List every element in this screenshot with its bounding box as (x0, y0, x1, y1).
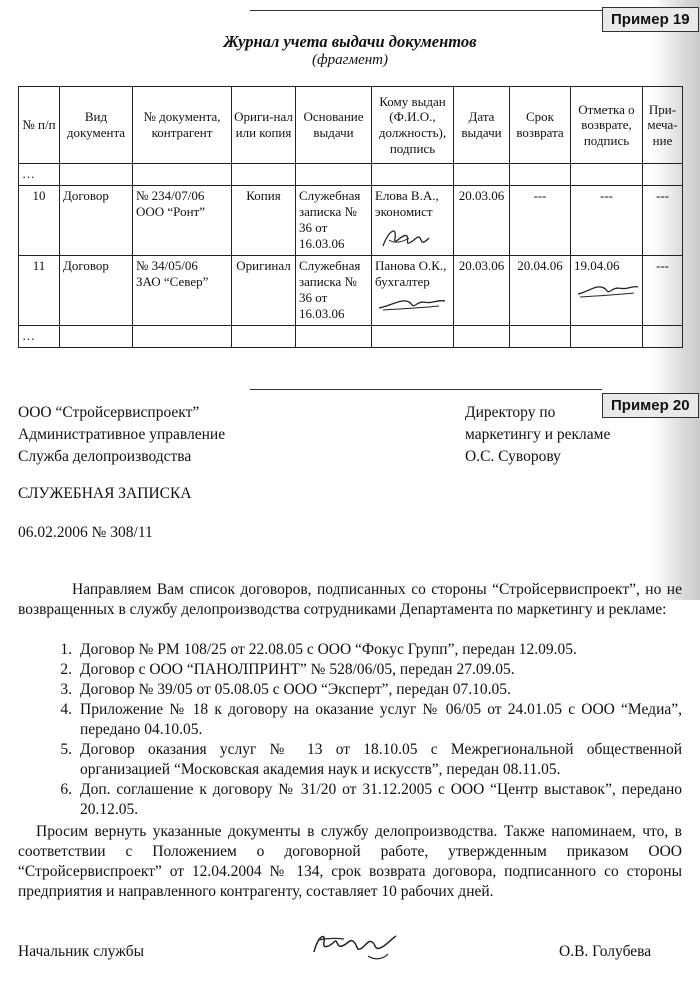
table-row (19, 256, 683, 326)
due-date-cell: --- (510, 186, 571, 256)
due-date-cell: 20.04.06 (510, 256, 571, 326)
list-item-number: 5. (60, 741, 72, 758)
table-header-row (19, 87, 683, 164)
memo-closing: Просим вернуть указанные документы в службу делопроизводства. Также напоминаем, что, в соответствии с Положением о договорной работе, утвержденным приказом ООО “Стройсервиспроект” от 12.04.2004 № 134, срок возврата договора, подписанного со стороны предприятия и направленного контрагенту, составляет 10 рабочих дней. (18, 823, 682, 900)
contract-list (18, 640, 682, 820)
issued-to-cell (372, 256, 454, 326)
list-item-text: Приложение № 18 к договору на оказание услуг № 06/05 от 24.01.05 с ООО “Медиа”, передано 04.10.05. (80, 701, 682, 738)
column-header: Ориги-нал или копия (232, 87, 296, 164)
issued-to: Елова В.А., экономист (375, 188, 439, 219)
table-row (19, 186, 683, 256)
basis-cell: Служебная записка № 36 от 16.03.06 (296, 186, 372, 256)
note-cell: --- (643, 186, 683, 256)
list-item-number: 4. (60, 701, 72, 718)
sender-line: ООО “Стройсервиспроект” (18, 404, 200, 421)
list-item (18, 680, 682, 700)
table-row (19, 164, 683, 186)
basis-cell: Служебная записка № 36 от 16.03.06 (296, 256, 372, 326)
example-20-badge: Пример 20 (602, 393, 699, 418)
addressee-line: маркетингу и рекламе (465, 426, 611, 443)
row-number: 10 (19, 186, 60, 256)
doc-number-cell (133, 256, 232, 326)
section-rule (250, 389, 602, 390)
list-item-text: Доп. соглашение к договору № 31/20 от 31.12.2005 с ООО “Центр выставок”, передано 20.12.05. (80, 781, 682, 818)
list-item-number: 6. (60, 781, 72, 798)
sender-line: Служба делопроизводства (18, 448, 192, 465)
doc-number: № 34/05/06 (136, 258, 198, 273)
copy-cell: Копия (232, 186, 296, 256)
column-header: Вид документа (60, 87, 133, 164)
signer-name: О.В. Голубева (559, 943, 652, 960)
list-item (18, 660, 682, 680)
sender-block (18, 402, 225, 468)
memo-title: СЛУЖЕБНАЯ ЗАПИСКА (18, 485, 192, 502)
issued-to-cell (372, 186, 454, 256)
doc-type-cell: Договор (60, 256, 133, 326)
memo-intro: Направляем Вам список договоров, подписанных со стороны “Стройсервиспроект”, но не возвращенных в службу делопроизводства сотрудниками Департамента по маркетингу и рекламе: (18, 581, 682, 618)
column-header: Срок возврата (510, 87, 571, 164)
row-number: 11 (19, 256, 60, 326)
copy-cell: Оригинал (232, 256, 296, 326)
list-item-text: Договор № 39/05 от 05.08.05 с ООО “Эксперт”, передан 07.10.05. (80, 681, 511, 698)
list-item (18, 640, 682, 660)
list-item-number: 2. (60, 661, 72, 678)
doc-number: № 234/07/06 (136, 188, 205, 203)
list-item-text: Договор оказания услуг № 13 от 18.10.05 с Межрегиональной общественной организацией “Московская академия наук и искусств”, передан 08.11.05. (80, 741, 682, 778)
addressee-line: Директору по (465, 404, 556, 421)
column-header: Дата выдачи (454, 87, 510, 164)
column-header: № п/п (19, 87, 60, 164)
list-item (18, 740, 682, 780)
list-item-text: Договор № РМ 108/25 от 22.08.05 с ООО “Фокус Групп”, передан 12.09.05. (80, 641, 577, 658)
addressee-line: О.С. Суворову (465, 448, 561, 465)
issue-date-cell: 20.03.06 (454, 256, 510, 326)
column-header: Отметка о возврате, подпись (571, 87, 643, 164)
counterparty: ООО “Ронт” (136, 204, 205, 219)
column-header: При-меча-ние (643, 87, 683, 164)
counterparty: ЗАО “Север” (136, 274, 209, 289)
list-item (18, 700, 682, 740)
signer-position: Начальник службы (18, 943, 145, 960)
return-mark-cell: --- (571, 186, 643, 256)
list-item (18, 780, 682, 820)
issue-date-cell: 20.03.06 (454, 186, 510, 256)
sender-line: Административное управление (18, 426, 226, 443)
ellipsis-cell: … (19, 164, 60, 186)
journal-table (18, 86, 683, 348)
list-item-number: 3. (60, 681, 72, 698)
list-item-number: 1. (60, 641, 72, 658)
issued-to: Панова О.К., бухгалтер (375, 258, 447, 289)
memo-date-number: 06.02.2006 № 308/11 (18, 524, 153, 541)
column-header: Основание выдачи (296, 87, 372, 164)
handwritten-signature-icon (375, 222, 435, 252)
table-row (19, 326, 683, 348)
column-header: Кому выдан (Ф.И.О., должность), подпись (372, 87, 454, 164)
return-mark-cell (571, 256, 643, 326)
note-cell: --- (643, 256, 683, 326)
handwritten-signature-icon (375, 292, 447, 314)
journal-subtitle: (фрагмент) (312, 52, 388, 68)
column-header: № документа, контрагент (133, 87, 232, 164)
journal-title: Журнал учета выдачи документов (223, 32, 477, 51)
return-date: 19.04.06 (574, 258, 620, 273)
list-item-text: Договор с ООО “ПАНОЛПРИНТ” № 528/06/05, передан 27.09.05. (80, 661, 515, 678)
ellipsis-cell: … (19, 326, 60, 348)
addressee-block (465, 402, 610, 468)
handwritten-signature-icon (308, 926, 404, 966)
doc-number-cell (133, 186, 232, 256)
top-rule (250, 10, 602, 11)
handwritten-signature-icon (574, 276, 640, 302)
doc-type-cell: Договор (60, 186, 133, 256)
example-19-badge: Пример 19 (602, 7, 699, 32)
